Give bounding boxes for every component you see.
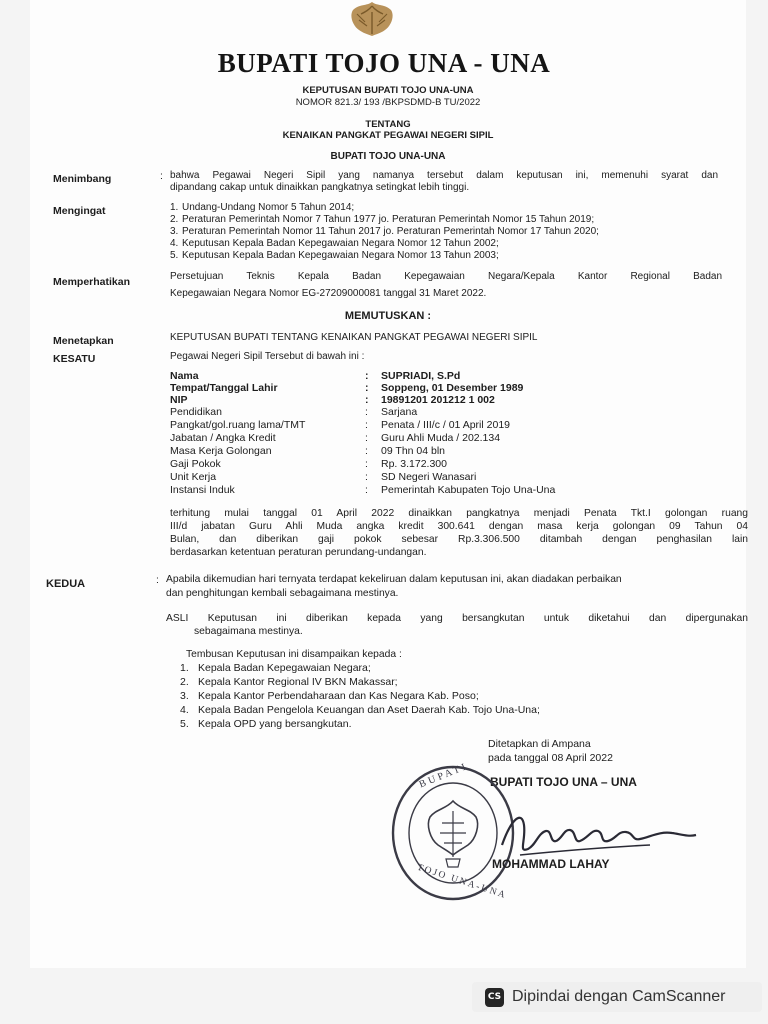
item-text: Undang-Undang Nomor 5 Tahun 2014;: [182, 202, 355, 213]
kedua-line-2: dan penghitungan kembali sebagaimana mestinya.: [166, 588, 399, 599]
menimbang-line-2: dipandang cakap untuk dinaikkan pangkatnya setingkat lebih tinggi.: [170, 182, 470, 193]
decree-subject: KENAIKAN PANGKAT PEGAWAI NEGERI SIPIL: [282, 130, 494, 141]
kesatu-para-line-2: III/d jabatan Guru Ahli Muda angka kredit 300.641 dengan masa kerja golongan 09 Tahun 04: [170, 521, 748, 532]
kesatu-label: KESATU: [53, 353, 96, 365]
item-number: 2.: [170, 214, 179, 225]
decree-number: NOMOR 821.3/ 193 /BKPSDMD-B TU/2022: [295, 97, 481, 108]
item-text: Peraturan Pemerintah Nomor 11 Tahun 2017 jo. Peraturan Pemerintah Nomor 17 Tahun 2020;: [182, 226, 599, 237]
decree-line: KEPUTUSAN BUPATI TOJO UNA-UNA: [302, 85, 474, 96]
mengingat-label: Mengingat: [53, 205, 106, 217]
authority-line: BUPATI TOJO UNA-UNA: [330, 151, 446, 162]
item-number: 4.: [170, 238, 179, 249]
item-text: Kepala Kantor Perbendaharaan dan Kas Negara Kab. Poso;: [198, 690, 479, 702]
row-key: Tempat/Tanggal Lahir: [170, 382, 278, 394]
item-text: Kepala Badan Pengelola Keuangan dan Aset Daerah Kab. Tojo Una-Una;: [198, 704, 540, 716]
asli-line-1: ASLI Keputusan ini diberikan kepada yang bersangkutan untuk diketahui dan dipergunakan: [166, 613, 748, 624]
mengingat-item: [170, 226, 599, 237]
row-value: SUPRIADI, S.Pd: [381, 370, 461, 382]
row-value: Sarjana: [381, 406, 418, 418]
kesatu-para-line-4: berdasarkan ketentuan peraturan perundang-undangan.: [170, 547, 427, 558]
ditetapkan-line: Ditetapkan di Ampana: [488, 738, 591, 750]
row-value: Rp. 3.172.300: [381, 458, 447, 470]
mengingat-item: [170, 250, 499, 261]
mengingat-item: [170, 214, 594, 225]
signer-name: MOHAMMAD LAHAY: [492, 857, 610, 871]
item-number: 3.: [180, 690, 189, 702]
item-number: 5.: [180, 718, 189, 730]
mengingat-item: [170, 202, 354, 213]
row-value: Pemerintah Kabupaten Tojo Una-Una: [381, 484, 556, 496]
row-value: 09 Thn 04 bln: [381, 445, 446, 457]
tembusan-intro: Tembusan Keputusan ini disampaikan kepada :: [186, 649, 402, 660]
camscanner-watermark: [472, 982, 762, 1012]
tembusan-item: [180, 662, 371, 674]
row-value: Guru Ahli Muda / 202.134: [381, 432, 501, 444]
row-key: Jabatan / Angka Kredit: [170, 432, 276, 444]
menimbang-label: Menimbang: [53, 173, 112, 185]
item-number: 4.: [180, 704, 189, 716]
tembusan-item: [180, 676, 398, 688]
memutuskan-heading: MEMUTUSKAN :: [344, 310, 432, 322]
row-key: Nama: [170, 370, 199, 382]
tembusan-item: [180, 704, 540, 716]
menetapkan-text: KEPUTUSAN BUPATI TENTANG KENAIKAN PANGKAT PEGAWAI NEGERI SIPIL: [170, 332, 538, 343]
row-key: NIP: [170, 394, 188, 406]
kedua-line-1: Apabila dikemudian hari ternyata terdapat kekeliruan dalam keputusan ini, akan diadakan perbaikan: [166, 574, 622, 585]
item-text: Kepala Kantor Regional IV BKN Makassar;: [198, 676, 398, 688]
mengingat-item: [170, 238, 499, 249]
row-key: Instansi Induk: [170, 484, 235, 496]
item-number: 2.: [180, 676, 189, 688]
item-number: 3.: [170, 226, 179, 237]
asli-line-2: sebagaimana mestinya.: [194, 626, 303, 637]
document-title: BUPATI TOJO UNA - UNA: [217, 48, 551, 78]
item-text: Peraturan Pemerintah Nomor 7 Tahun 1977 jo. Peraturan Pemerintah Nomor 15 Tahun 2019;: [182, 214, 595, 225]
item-number: 5.: [170, 250, 179, 261]
row-key: Masa Kerja Golongan: [170, 445, 272, 457]
tembusan-item: [180, 718, 352, 730]
tentang-label: TENTANG: [365, 119, 411, 130]
item-number: 1.: [170, 202, 179, 213]
item-text: Kepala Badan Kepegawaian Negara;: [198, 662, 371, 674]
item-text: Keputusan Kepala Badan Kepegawaian Negara Nomor 13 Tahun 2003;: [182, 250, 499, 261]
stamp-top-text: BUPATI: [417, 760, 471, 791]
tanggal-line: pada tanggal 08 April 2022: [488, 752, 613, 764]
tembusan-item: [180, 690, 479, 702]
memperhatikan-line-1: Persetujuan Teknis Kepala Badan Kepegawaian Negara/Kepala Kantor Regional Badan: [170, 271, 722, 282]
item-number: 1.: [180, 662, 189, 674]
row-value: SD Negeri Wanasari: [381, 471, 477, 483]
kesatu-para-line-1: terhitung mulai tanggal 01 April 2022 dinaikkan pangkatnya menjadi Penata Tkt.I golongan ruang: [170, 508, 748, 519]
kesatu-para-line-3: Bulan, dan diberikan gaji pokok sebesar Rp.3.306.500 ditambah dengan penghasilan lain: [170, 534, 748, 545]
camscanner-logo-icon: CS: [485, 988, 504, 1007]
camscanner-label: Dipindai dengan CamScanner: [512, 988, 726, 1005]
stamp-bottom-text: TOJO UNA-UNA: [415, 862, 509, 902]
memperhatikan-line-2: Kepegawaian Negara Nomor EG-27209000081 tanggal 31 Maret 2022.: [170, 288, 487, 299]
item-text: Keputusan Kepala Badan Kepegawaian Negara Nomor 12 Tahun 2002;: [182, 238, 499, 249]
memperhatikan-label: Memperhatikan: [53, 276, 131, 288]
row-key: Pangkat/gol.ruang lama/TMT: [170, 419, 306, 431]
kesatu-intro: Pegawai Negeri Sipil Tersebut di bawah ini :: [170, 351, 365, 362]
row-value: 19891201 201212 1 002: [381, 394, 495, 406]
official-title: BUPATI TOJO UNA – UNA: [490, 775, 637, 789]
menetapkan-label: Menetapkan: [53, 335, 114, 347]
garuda-emblem-icon: [345, 0, 399, 38]
signature-mark: [500, 805, 700, 865]
kedua-label: KEDUA: [46, 578, 86, 590]
row-key: Unit Kerja: [170, 471, 217, 483]
menimbang-line-1: bahwa Pegawai Negeri Sipil yang namanya tersebut dalam keputusan ini, memenuhi syarat dan: [170, 170, 718, 181]
row-key: Gaji Pokok: [170, 458, 221, 470]
row-key: Pendidikan: [170, 406, 222, 418]
menimbang-colon: :: [160, 170, 163, 182]
item-text: Kepala OPD yang bersangkutan.: [198, 718, 352, 730]
row-value: Soppeng, 01 Desember 1989: [381, 382, 524, 394]
row-value: Penata / III/c / 01 April 2019: [381, 419, 510, 431]
